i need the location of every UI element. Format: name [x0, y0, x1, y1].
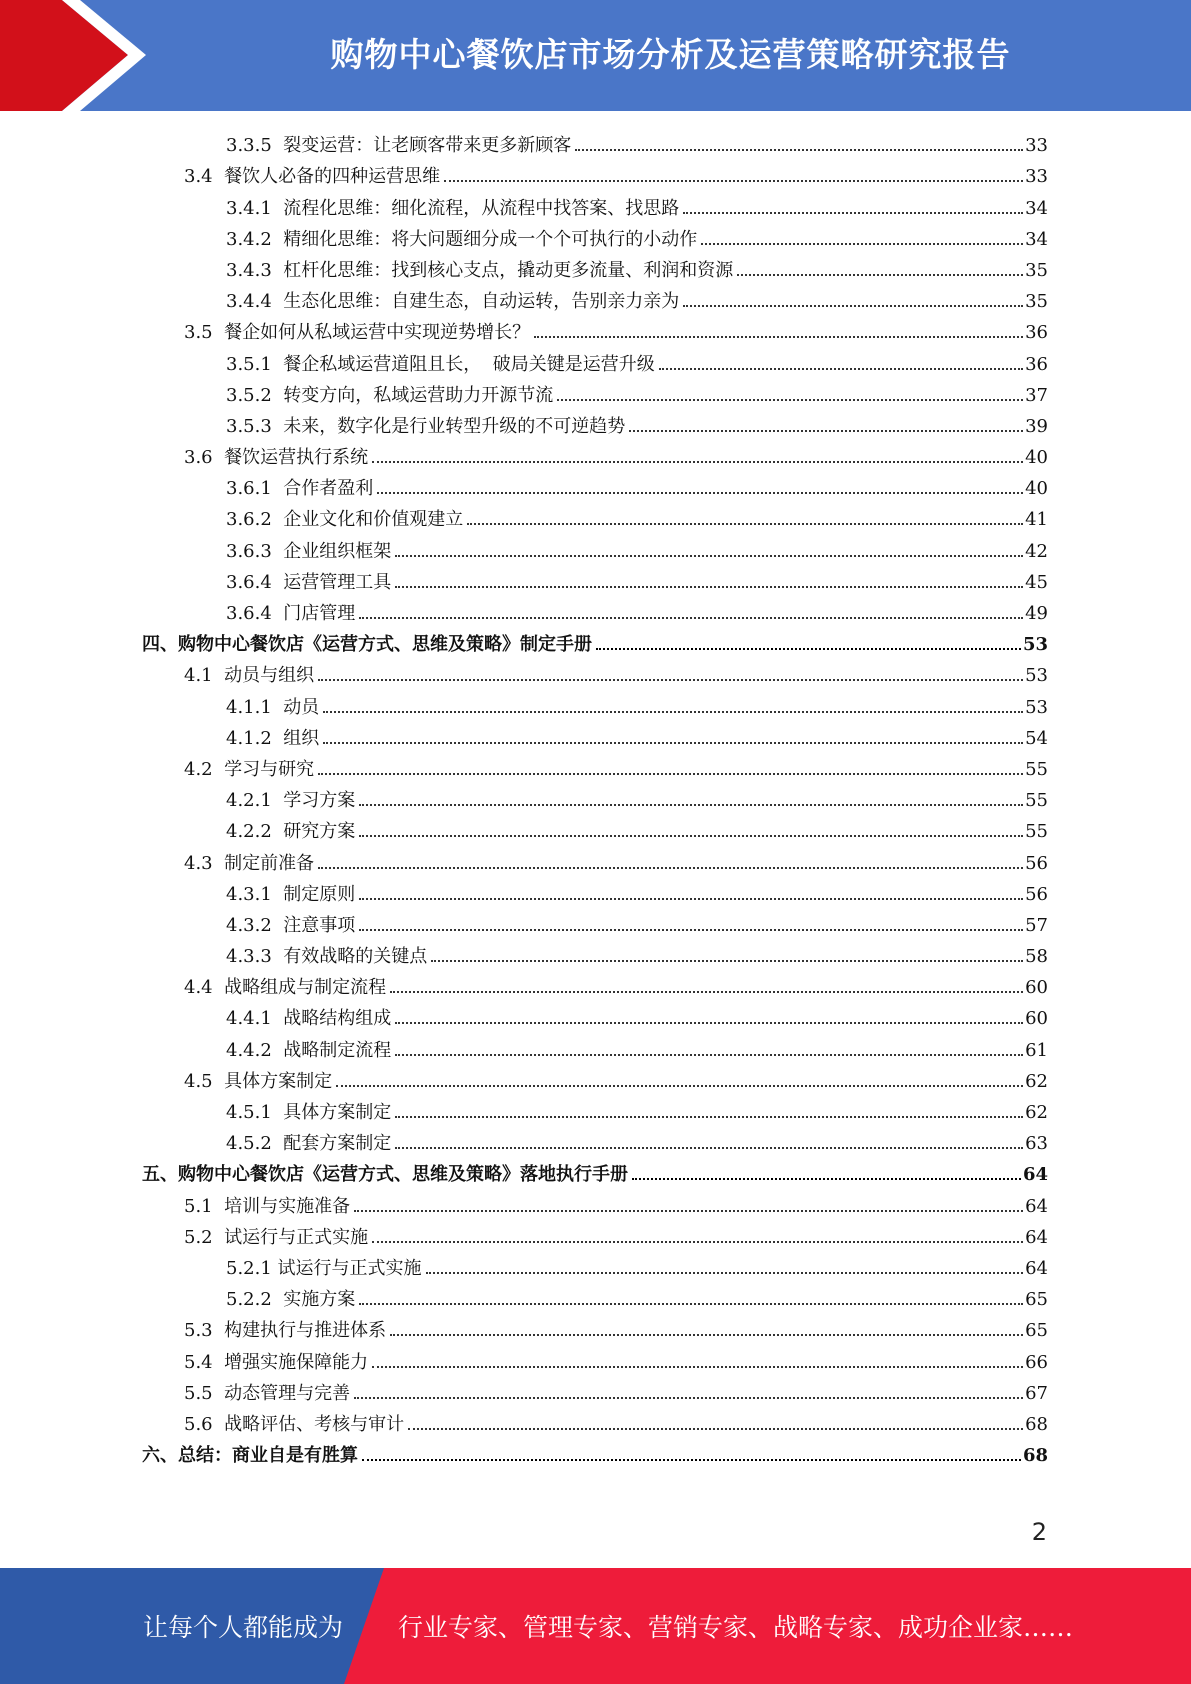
toc-entry-title: 企业组织框架: [283, 540, 392, 562]
toc-entry-page: 53: [1025, 696, 1048, 718]
toc-entry[interactable]: [142, 377, 1048, 408]
toc-entry-number: 4.2.2: [226, 821, 284, 843]
toc-entry-title: 研究方案: [283, 821, 356, 843]
toc-entry-title: 战略结构组成: [283, 1008, 392, 1030]
toc-entry-title: 试运行与正式实施: [277, 1257, 422, 1279]
toc-entry-page: 64: [1025, 1226, 1048, 1248]
toc-entry[interactable]: [142, 907, 1048, 938]
toc-entry-number: 4.3.1: [226, 883, 284, 905]
toc-entry[interactable]: [142, 1219, 1048, 1250]
toc-entry-number: 3.4: [184, 166, 225, 188]
arrow-chevron-icon: [0, 0, 160, 111]
toc-dot-leader: [362, 1459, 1021, 1461]
toc-entry[interactable]: [142, 127, 1048, 158]
footer-slogan-right: 行业专家、管理专家、营销专家、战略专家、成功企业家……: [398, 1613, 1074, 1642]
toc-entry-title: 有效战略的关键点: [283, 946, 428, 968]
toc-entry-title: 试运行与正式实施: [224, 1226, 369, 1248]
toc-entry[interactable]: [142, 1375, 1048, 1406]
toc-entry-page: 65: [1025, 1289, 1048, 1311]
toc-entry[interactable]: [142, 1437, 1048, 1468]
toc-entry-page: 33: [1025, 135, 1048, 157]
toc-entry-title: 增强实施保障能力: [224, 1351, 369, 1373]
toc-entry[interactable]: [142, 1343, 1048, 1374]
toc-entry[interactable]: [142, 501, 1048, 532]
toc-dot-leader: [575, 149, 1023, 151]
toc-entry-page: 62: [1025, 1070, 1048, 1092]
toc-entry[interactable]: [142, 1000, 1048, 1031]
toc-entry-page: 49: [1025, 603, 1048, 624]
toc-entry-title: 餐饮人必备的四种运营思维: [224, 166, 441, 188]
toc-entry[interactable]: [142, 1187, 1048, 1218]
toc-entry[interactable]: [142, 1312, 1048, 1343]
toc-dot-leader: [629, 430, 1023, 432]
toc-entry[interactable]: [142, 1031, 1048, 1062]
toc-entry-page: 61: [1025, 1039, 1048, 1061]
toc-entry-page: 55: [1025, 790, 1048, 812]
document-title: 购物中心餐饮店市场分析及运营策略研究报告: [330, 34, 1011, 74]
toc-entry-title: 组织: [283, 727, 320, 749]
page-footer: [0, 1568, 1191, 1684]
toc-entry-page: 56: [1025, 883, 1048, 905]
toc-entry-page: 42: [1025, 540, 1048, 562]
toc-dot-leader: [359, 1303, 1023, 1305]
toc-dot-leader: [359, 617, 1023, 619]
page-number: 2: [1031, 1518, 1047, 1546]
toc-entry-page: 37: [1025, 384, 1048, 406]
toc-entry[interactable]: [142, 189, 1048, 220]
toc-entry-number: 4.5.1: [226, 1102, 284, 1123]
toc-entry-title: 实施方案: [283, 1289, 356, 1311]
toc-entry-title: 五、购物中心餐饮店《运营方式、思维及策略》落地执行手册: [142, 1164, 628, 1186]
toc-entry-number: 4.5.2: [226, 1133, 284, 1155]
toc-entry-number: 4.4.1: [226, 1008, 284, 1030]
toc-dot-leader: [372, 1366, 1023, 1368]
toc-dot-leader: [444, 180, 1023, 182]
toc-entry[interactable]: [142, 470, 1048, 501]
toc-entry-title: 动态管理与完善: [224, 1382, 351, 1404]
toc-entry-page: 35: [1025, 291, 1048, 313]
toc-dot-leader: [377, 492, 1023, 494]
toc-entry[interactable]: [142, 564, 1048, 595]
toc-entry-number: 3.5.3: [226, 415, 284, 437]
toc-entry-title: 具体方案制定: [224, 1070, 333, 1092]
toc-entry[interactable]: [142, 938, 1048, 969]
toc-dot-leader: [431, 960, 1023, 962]
toc-entry-page: 68: [1022, 1445, 1048, 1467]
toc-dot-leader: [354, 1210, 1023, 1212]
toc-entry[interactable]: [142, 688, 1048, 719]
toc-entry[interactable]: [142, 1250, 1048, 1281]
toc-dot-leader: [359, 898, 1023, 900]
toc-dot-leader: [395, 586, 1023, 588]
toc-dot-leader: [683, 305, 1023, 307]
toc-entry-page: 67: [1025, 1382, 1048, 1404]
toc-entry-title: 具体方案制定: [283, 1102, 392, 1123]
toc-dot-leader: [359, 835, 1023, 837]
toc-entry[interactable]: [142, 345, 1048, 376]
toc-entry-number: 3.4.2: [226, 228, 284, 250]
toc-dot-leader: [323, 711, 1023, 713]
toc-entry[interactable]: [142, 314, 1048, 345]
toc-entry-number: 3.6.1: [226, 478, 284, 500]
toc-entry-page: 35: [1025, 259, 1048, 281]
toc-entry-page: 34: [1025, 197, 1048, 219]
toc-entry-page: 39: [1025, 415, 1048, 437]
toc-entry-page: 41: [1025, 509, 1048, 531]
toc-entry-title: 构建执行与推进体系: [224, 1320, 387, 1342]
toc-entry-number: 3.5.2: [226, 384, 284, 406]
toc-entry-title: 生态化思维：自建生态，自动运转，告别亲力亲为: [283, 291, 680, 313]
toc-dot-leader: [336, 1085, 1023, 1087]
toc-entry-page: 64: [1022, 1164, 1048, 1186]
toc-entry[interactable]: [142, 408, 1048, 439]
toc-entry-title: 餐企私域运营道阻且长， 破局关键是运营升级: [283, 353, 655, 375]
toc-entry-page: 40: [1025, 478, 1048, 500]
toc-entry-number: 5.5: [184, 1382, 225, 1404]
toc-entry-title: 动员: [283, 696, 320, 718]
toc-entry[interactable]: [142, 782, 1048, 813]
toc-entry-number: 4.1: [184, 665, 225, 687]
toc-entry-title: 六、总结：商业自是有胜算: [142, 1445, 358, 1467]
toc-entry-title: 制定原则: [283, 883, 356, 905]
toc-entry-title: 转变方向，私域运营助力开源节流: [283, 384, 554, 406]
toc-dot-leader: [390, 991, 1023, 993]
toc-entry-page: 36: [1025, 353, 1048, 375]
toc-entry[interactable]: [142, 221, 1048, 252]
toc-entry-title: 精细化思维：将大问题细分成一个个可执行的小动作: [283, 228, 698, 250]
toc-entry-title: 流程化思维：细化流程，从流程中找答案、找思路: [283, 197, 680, 219]
toc-entry[interactable]: [142, 813, 1048, 844]
toc-entry-page: 36: [1025, 322, 1048, 344]
toc-entry-number: 4.3.2: [226, 914, 284, 936]
toc-entry-page: 65: [1025, 1320, 1048, 1342]
toc-dot-leader: [395, 1147, 1023, 1149]
toc-entry-title: 动员与组织: [224, 665, 315, 687]
toc-entry[interactable]: [142, 595, 1048, 626]
toc-entry[interactable]: [142, 1406, 1048, 1437]
toc-entry-number: 4.2: [184, 758, 225, 780]
toc-entry-number: 3.6.4: [226, 571, 284, 593]
toc-entry-number: 5.3: [184, 1320, 225, 1342]
toc-entry-page: 55: [1025, 758, 1048, 780]
toc-entry-number: 5.2: [184, 1226, 225, 1248]
toc-entry-page: 64: [1025, 1257, 1048, 1279]
toc-entry-number: 5.1: [184, 1195, 225, 1217]
toc-entry-number: 4.3.3: [226, 946, 284, 968]
toc-dot-leader: [318, 679, 1023, 681]
toc-entry-number: 4.1.1: [226, 696, 284, 718]
toc-entry[interactable]: [142, 844, 1048, 875]
toc-entry[interactable]: [142, 439, 1048, 470]
toc-entry-page: 68: [1025, 1413, 1048, 1435]
toc-dot-leader: [534, 336, 1023, 338]
toc-entry-page: 63: [1025, 1133, 1048, 1155]
toc-entry-number: 5.6: [184, 1413, 225, 1435]
page-header: [0, 0, 1191, 111]
toc-entry-title: 未来，数字化是行业转型升级的不可逆趋势: [283, 415, 626, 437]
toc-dot-leader: [359, 804, 1023, 806]
toc-dot-leader: [395, 1022, 1023, 1024]
toc-entry-title: 配套方案制定: [283, 1133, 392, 1155]
toc-dot-leader: [323, 742, 1023, 744]
toc-entry[interactable]: [142, 751, 1048, 782]
toc-dot-leader: [354, 1397, 1023, 1399]
toc-dot-leader: [318, 773, 1023, 775]
toc-entry-number: 4.4: [184, 977, 225, 999]
toc-entry-number: 3.4.4: [226, 291, 284, 313]
toc-entry[interactable]: [142, 1125, 1048, 1156]
toc-entry-number: 3.4.3: [226, 259, 284, 281]
toc-entry[interactable]: [142, 626, 1048, 657]
toc-entry-page: 53: [1025, 665, 1048, 687]
toc-dot-leader: [408, 1428, 1023, 1430]
toc-dot-leader: [318, 867, 1023, 869]
toc-entry-number: 3.6.2: [226, 509, 284, 531]
toc-entry-number: 3.5.1: [226, 353, 284, 375]
toc-entry-page: 40: [1025, 447, 1048, 469]
toc-entry[interactable]: [142, 252, 1048, 283]
toc-entry-number: 3.5: [184, 322, 225, 344]
toc-entry-page: 57: [1025, 914, 1048, 936]
toc-entry[interactable]: [142, 1156, 1048, 1187]
toc-entry[interactable]: [142, 1063, 1048, 1094]
toc-entry-page: 60: [1025, 1008, 1048, 1030]
toc-entry-number: 3.6: [184, 447, 225, 469]
toc-dot-leader: [596, 648, 1021, 650]
toc-entry-number: 3.3.5: [226, 135, 284, 157]
toc-entry-page: 66: [1025, 1351, 1048, 1373]
toc-entry-title: 学习与研究: [224, 758, 315, 780]
toc-entry-number: 5.2.1: [226, 1257, 278, 1279]
toc-entry-title: 合作者盈利: [283, 478, 374, 500]
toc-entry-number: 4.1.2: [226, 727, 284, 749]
toc-entry[interactable]: [142, 657, 1048, 688]
toc-entry-title: 注意事项: [283, 914, 356, 936]
toc-dot-leader: [467, 523, 1023, 525]
toc-entry-title: 学习方案: [283, 790, 356, 812]
toc-entry-title: 餐饮运营执行系统: [224, 447, 369, 469]
toc-entry-page: 53: [1022, 634, 1048, 656]
toc-dot-leader: [395, 1054, 1023, 1056]
toc-entry-title: 战略制定流程: [283, 1039, 392, 1061]
toc-entry-page: 60: [1025, 977, 1048, 999]
toc-entry-page: 64: [1025, 1195, 1048, 1217]
toc-entry-title: 培训与实施准备: [224, 1195, 351, 1217]
toc-entry[interactable]: [142, 969, 1048, 1000]
toc-entry-title: 四、购物中心餐饮店《运营方式、思维及策略》制定手册: [142, 634, 592, 656]
toc-entry-page: 54: [1025, 727, 1048, 749]
toc-entry-page: 56: [1025, 852, 1048, 874]
toc-entry-title: 运营管理工具: [283, 571, 392, 593]
toc-dot-leader: [372, 1241, 1023, 1243]
toc-dot-leader: [632, 1178, 1021, 1180]
toc-entry-title: 企业文化和价值观建立: [283, 509, 464, 531]
toc-entry-page: 62: [1025, 1102, 1048, 1123]
toc-entry-page: 34: [1025, 228, 1048, 250]
toc-entry-title: 门店管理: [283, 603, 356, 624]
toc-entry-page: 58: [1025, 946, 1048, 968]
toc-entry-title: 制定前准备: [224, 852, 315, 874]
toc-entry[interactable]: [142, 720, 1048, 751]
toc-entry-title: 战略评估、考核与审计: [224, 1413, 405, 1435]
toc-entry-page: 33: [1025, 166, 1048, 188]
toc-entry-number: 3.4.1: [226, 197, 284, 219]
toc-dot-leader: [395, 1116, 1023, 1118]
toc-dot-leader: [390, 1334, 1023, 1336]
toc-entry-number: 3.6.3: [226, 540, 284, 562]
toc-entry-number: 5.2.2: [226, 1289, 284, 1311]
toc-entry[interactable]: [142, 1094, 1048, 1125]
toc-dot-leader: [737, 274, 1023, 276]
table-of-contents: [142, 127, 1048, 1468]
toc-entry-title: 裂变运营：让老顾客带来更多新顾客: [283, 135, 572, 157]
toc-entry[interactable]: [142, 1281, 1048, 1312]
toc-entry-number: 4.4.2: [226, 1039, 284, 1061]
toc-entry-number: 5.4: [184, 1351, 225, 1373]
toc-entry[interactable]: [142, 283, 1048, 314]
footer-slogan-left: 让每个人都能成为: [143, 1613, 344, 1642]
toc-entry-title: 餐企如何从私域运营中实现逆势增长？: [224, 322, 531, 344]
toc-entry-number: 4.5: [184, 1070, 225, 1092]
toc-dot-leader: [683, 212, 1023, 214]
toc-dot-leader: [659, 368, 1023, 370]
toc-dot-leader: [426, 1272, 1024, 1274]
toc-entry-number: 4.2.1: [226, 790, 284, 812]
toc-entry-page: 55: [1025, 821, 1048, 843]
toc-entry-page: 45: [1025, 571, 1048, 593]
toc-dot-leader: [372, 461, 1023, 463]
toc-dot-leader: [395, 555, 1023, 557]
toc-entry-number: 3.6.4: [226, 603, 284, 624]
toc-entry[interactable]: [142, 876, 1048, 907]
toc-entry-title: 战略组成与制定流程: [224, 977, 387, 999]
toc-dot-leader: [359, 929, 1023, 931]
toc-entry-number: 4.3: [184, 852, 225, 874]
toc-dot-leader: [557, 399, 1023, 401]
toc-entry[interactable]: [142, 532, 1048, 563]
toc-dot-leader: [701, 243, 1023, 245]
toc-entry[interactable]: [142, 158, 1048, 189]
toc-entry-title: 杠杆化思维：找到核心支点，撬动更多流量、利润和资源: [283, 259, 734, 281]
